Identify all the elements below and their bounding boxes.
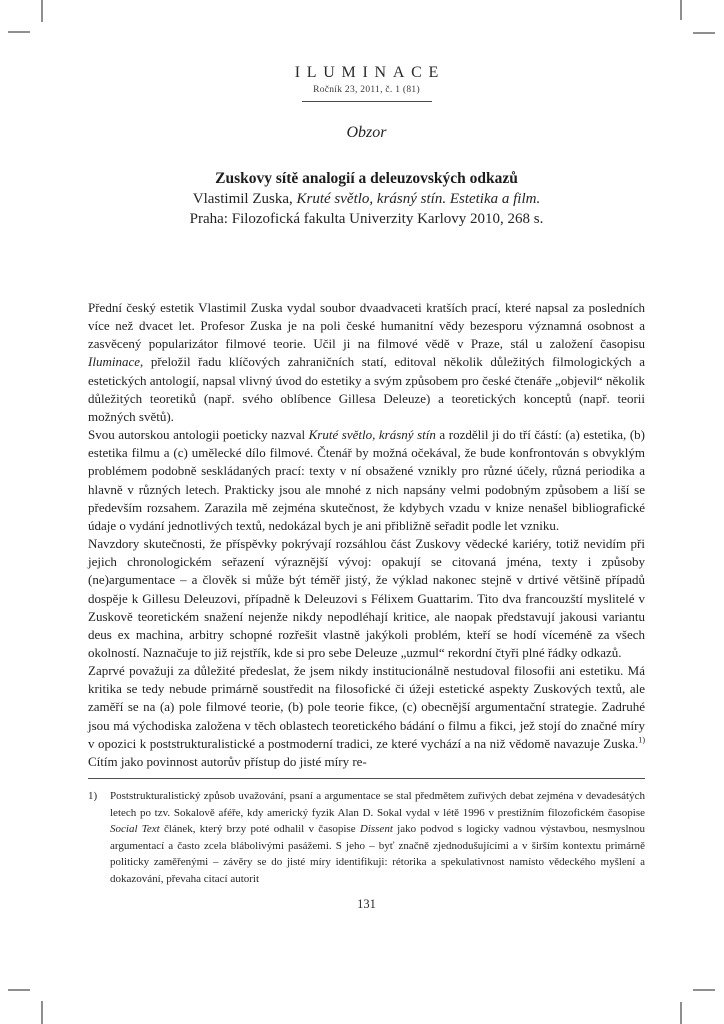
page-number: 131 <box>357 896 376 911</box>
crop-mark-top-left-horizontal <box>8 31 30 33</box>
footnote-1 <box>88 788 645 888</box>
review-title: Zuskovy sítě analogií a deleuzovských odkazů <box>215 170 518 187</box>
journal-title: ILUMINACE <box>294 64 445 81</box>
crop-mark-bottom-left-vertical <box>41 1001 43 1024</box>
review-heading <box>88 169 645 229</box>
section-label: Obzor <box>346 124 387 141</box>
journal-issue-info: Ročník 23, 2011, č. 1 (81) <box>313 85 420 95</box>
body-paragraph-3: Navzdory skutečnosti, že příspěvky pokrývají rozsáhlou část Zuskovy vědecké kariéry, totiž nevidím při jejich chronologickém seřazení výraznější vývoj: opakují se citovaná jména, texty i způsoby (ne)argumentace – a člověk si může být téměř jistý, že výklad nakonec stejně v drtivé většině případů dospěje k Gillesu Deleuzovi, případně k Deleuzovi s Félixem Guattarim. Tito dva francouzští myslitelé v Zuskově teoretickém snažení nejenže nikdy nepodléhají kritice, ale naopak představují jakousi variantu deus ex machina, arbitry schopné rozřešit vlastně jakýkoli problém, kteří se hodí víceméně za všech okolností. Naznačuje to již rejstřík, kde si pro sebe Deleuze „uzmul“ rekordní čtyři plné řádky odkazů. <box>88 536 645 660</box>
crop-mark-bottom-left-horizontal <box>8 989 30 991</box>
crop-mark-top-right-horizontal <box>693 32 715 34</box>
body-paragraph-4: Zaprvé považuji za důležité předeslat, že jsem nikdy institucionálně nestudoval filosofii ani estetiku. Má kritika se tedy nebude primárně soustředit na filosofické či úžeji estetické aspekty Zuskových textů, ale zaměří se na (a) pole filmové teorie, (b) pole teorie fikce, (c) obecnější argumentační strategie. Zadruhé jsou má východiska založena v těch oblastech teoretického bádání o filmu a fikci, jež stojí do značné míry v opozici k poststrukturalistické a postmoderní tradici, ze které vychází a na niž vědomě navazuje Zuska.$^{1)}$ Cítím jako povinnost autorův přístup do jisté míry re- <box>88 663 645 769</box>
review-book-line: Vlastimil Zuska, Kruté světlo, krásný stín. Estetika a film. <box>192 191 541 207</box>
review-body <box>88 299 645 771</box>
page-content <box>88 0 645 912</box>
crop-mark-bottom-right-vertical <box>680 1002 682 1024</box>
footnote-separator-rule <box>88 778 645 779</box>
crop-mark-top-right-vertical <box>680 0 682 20</box>
footnote-text: Poststrukturalistický způsob uvažování, psaní a argumentace se stal předmětem zuřivých debat zejména v devadesátých letech po tzv. Sokalově aféře, kdy americký fyzik Alan D. Sokal vydal v létě 1996 v prestižním filozofickém časopise Social Text článek, který brzy poté odhalil v časopise Dissent jako podvod s logicky vadnou výstavbou, nesmyslnou argumentací a často zcela blábolivými pasážemi. S jeho – byť značně zjednodušujícími a v širším kontextu primárně politicky zaměřenými – závěry se do jisté míry identifikuji: rétorika a spekulativnost namísto vědeckého myšlení a dokazování, převaha citací autorit <box>110 790 645 886</box>
masthead-rule <box>302 101 432 102</box>
crop-mark-bottom-right-horizontal <box>693 989 715 991</box>
journal-masthead <box>88 64 645 102</box>
body-paragraph-1: Přední český estetik Vlastimil Zuska vydal soubor dvaadvaceti kratších prací, které napsal za posledních více než dvacet let. Profesor Zuska je na poli české humanitní vědy bezesporu významná osobnost a zasvěcený popularizátor filmové teorie. Učil ji na filmové vědě v Praze, stál u založení časopisu Iluminace, přeložil řadu klíčových zahraničních statí, editoval několik důležitých filmologických a estetických antologií, napsal vlivný úvod do estetiky a svým způsobem pro české čtenáře „objevil“ několik důležitých teoretiků (např. svého oblíbence Gillesa Deleuze) a teoretických konceptů (např. teorii možných světů). <box>88 300 645 424</box>
crop-mark-top-left-vertical <box>41 0 43 22</box>
review-publisher-line: Praha: Filozofická fakulta Univerzity Karlovy 2010, 268 s. <box>189 211 544 227</box>
body-paragraph-2: Svou autorskou antologii poeticky nazval Kruté světlo, krásný stín a rozdělil ji do tří částí: (a) estetika, (b) estetika filmu a (c) umělecké dílo filmové. Čtenář by možná očekával, že bude konfrontován s obvyklým problémem podobně seskládaných prací: texty v ní obsažené vznikly pro různé účely, různá periodika a hlavně v různých letech. Prakticky jsou ale mnohé z nich napsány velmi podobným způsobem a liší se především rozsahem. Zarazila mě zejména skutečnost, že kdybych vzadu v knize nenašel bibliografické údaje o vydání jednotlivých textů, nedokázal bych je ani přibližně seřadit podle let vzniku. <box>88 427 645 533</box>
footnote-marker: 1) <box>88 790 98 803</box>
